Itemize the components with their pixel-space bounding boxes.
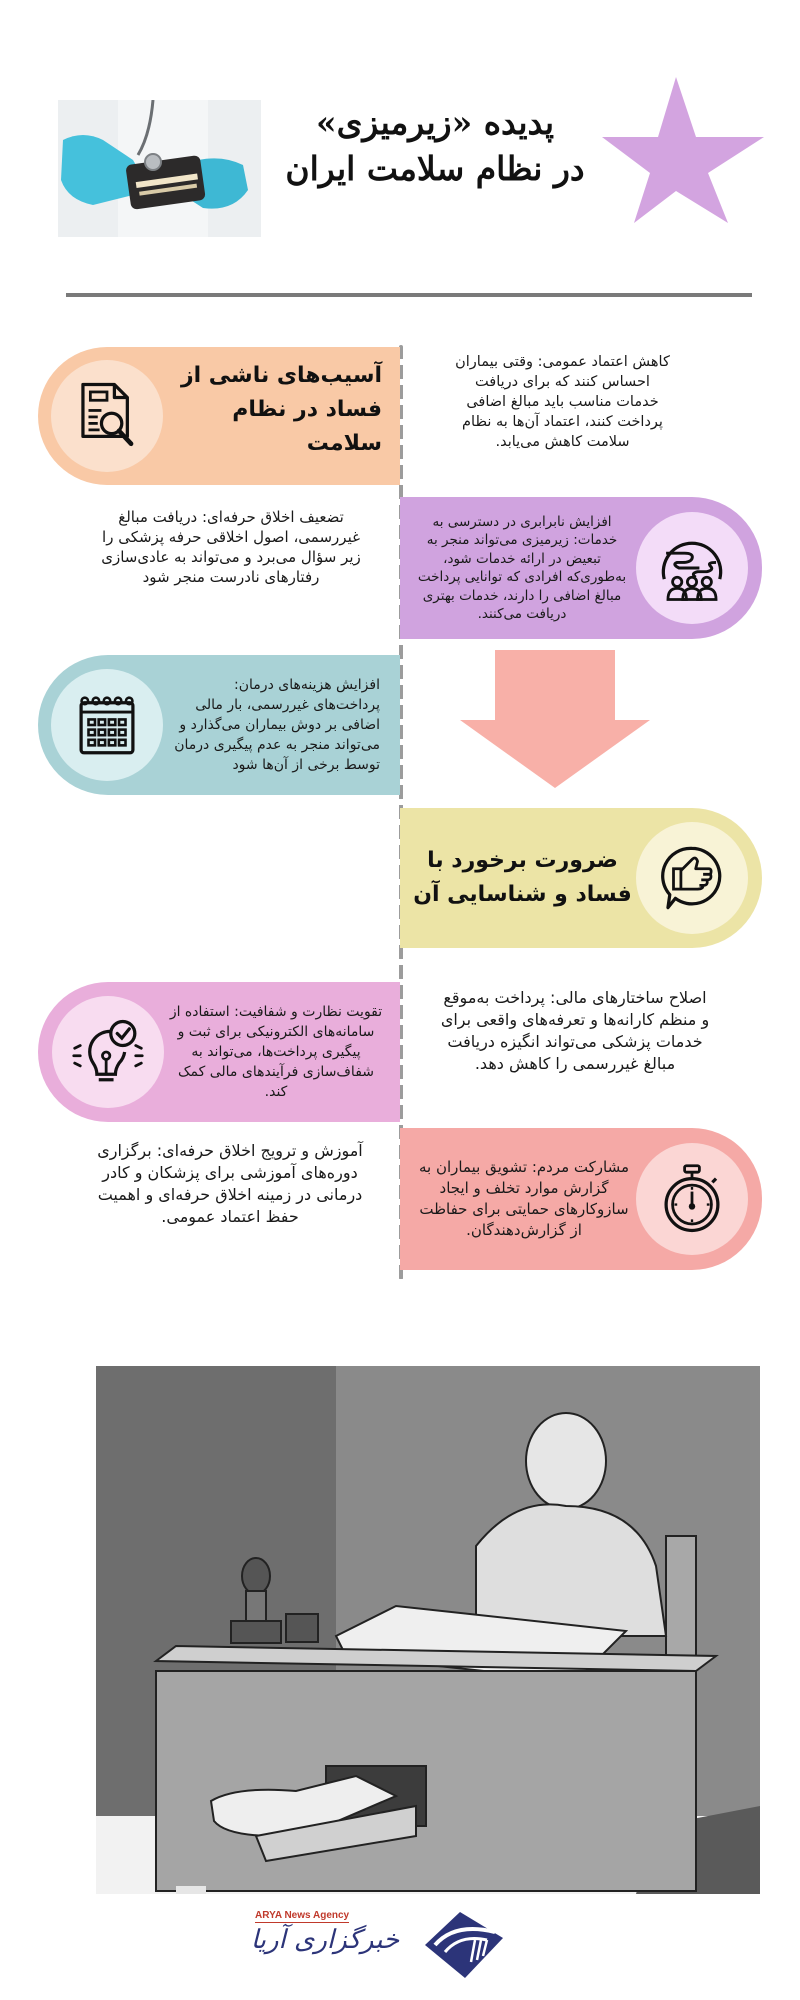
oversight-icon-disc [52, 996, 164, 1108]
hero-photo [58, 100, 261, 237]
lightbulb-check-icon [71, 1015, 145, 1089]
item-ethics: تضعیف اخلاق حرفه‌ای: دریافت مبالغ غیررسمی، اصول اخلاقی حرفه پزشکی را زیر سؤال می‌برد و می‌تواند به عادی‌سازی رفتارهای نادرست منجر شود [101, 508, 361, 586]
costs-icon-disc [51, 669, 163, 781]
thumbs-up-speech-icon [655, 841, 729, 915]
inequality-icon-disc [636, 512, 748, 624]
arrow-down-icon [460, 650, 650, 788]
title-line-2: در نظام سلامت ایران [285, 149, 585, 188]
logo-persian-text: خبرگزاری آریا [250, 1925, 400, 1955]
item-education: آموزش و ترویج اخلاق حرفه‌ای: برگزاری دوره‌های آموزشی برای پزشکان و کادر درمانی در زمینه اخلاق حرفه‌ای و اهمیت حفظ اعتماد عمومی. [97, 1141, 363, 1226]
item-costs [38, 655, 400, 795]
stopwatch-icon [655, 1162, 729, 1236]
gloved-hands-wallet-illustration [58, 100, 261, 237]
item-oversight-text: تقویت نظارت و شفافیت: استفاده از سامانه‌های الکترونیکی برای ثبت و پیگیری پرداخت‌ها، می‌تواند به شفاف‌سازی فرآیندهای مالی کمک کند. [169, 1004, 383, 1100]
page-title [270, 100, 600, 192]
arya-logo-mark-icon [415, 1910, 505, 1980]
item-public-trust: کاهش اعتماد عمومی: وقتی بیماران احساس کنند که برای دریافت خدمات مناسب باید مبالغ اضافی پرداخت کنند، اعتماد آن‌ها به نظام سلامت کاهش می‌یابد. [455, 354, 670, 450]
section-addressing-icon-disc [636, 822, 748, 934]
globe-people-icon [655, 531, 729, 605]
item-participation-text: مشارکت مردم: تشویق بیماران به گزارش موارد تخلف و ایجاد سازوکارهای حمایتی برای حفاظت از گزارش‌دهندگان. [418, 1158, 630, 1239]
header-divider [66, 293, 752, 297]
star-icon [598, 75, 768, 225]
section-harms-icon-disc [51, 360, 163, 472]
cartoon-illustration [96, 1366, 760, 1894]
section-harms-heading [38, 347, 400, 485]
item-costs-text: افزایش هزینه‌های درمان: پرداخت‌های غیررسمی، بار مالی اضافی بر دوش بیماران می‌گذارد و می‌تواند منجر به عدم پیگیری درمان توسط برخی از آن‌ها شود [174, 677, 380, 773]
item-inequality [400, 497, 762, 639]
section-harms-title-2: فساد در نظام سلامت [232, 397, 382, 456]
item-participation [400, 1128, 762, 1270]
logo-english-text: ARYA News Agency [255, 1910, 350, 1921]
bribery-cartoon [96, 1366, 760, 1894]
calendar-icon [70, 688, 144, 762]
item-financial-reform: اصلاح ساختارهای مالی: پرداخت به‌موقع و منظم کارانه‌ها و تعرفه‌های واقعی برای خدمات پزشکی می‌تواند انگیزه دریافت مبالغ غیررسمی را کاهش دهد. [440, 988, 710, 1073]
section-addressing-title-2: فساد و شناسایی آن [413, 882, 632, 907]
section-harms-title-1: آسیب‌های ناشی از [180, 363, 382, 388]
item-inequality-text: افزایش نابرابری در دسترسی به خدمات: زیرمیزی می‌تواند منجر به تبعیض در ارائه خدمات شود، به‌طوری‌که افرادی که توانایی پرداخت مبالغ اضافی را دارند، خدمات بهتری دریافت می‌کنند. [417, 513, 627, 622]
participation-icon-disc [636, 1143, 748, 1255]
arya-news-agency-logo[interactable] [245, 1905, 515, 1985]
section-addressing-heading [400, 808, 762, 948]
section-addressing-title-1: ضرورت برخورد با [427, 848, 618, 873]
item-oversight [38, 982, 400, 1122]
document-search-icon [70, 379, 144, 453]
title-line-1: پدیده «زیرمیزی» [315, 103, 555, 142]
